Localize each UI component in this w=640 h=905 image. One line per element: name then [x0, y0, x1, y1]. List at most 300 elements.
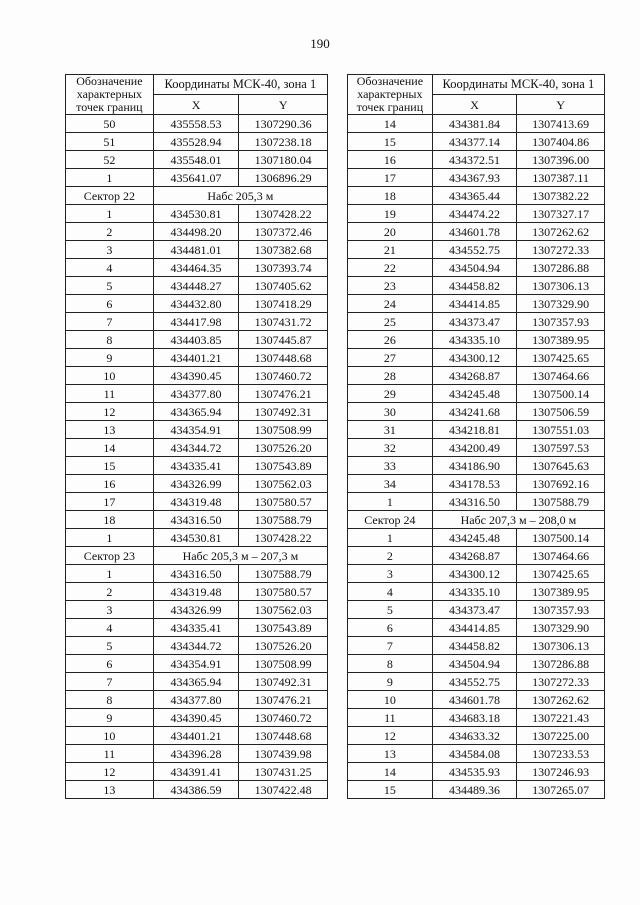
table-row: [66, 133, 328, 151]
point-id: 17: [348, 169, 433, 187]
coord-x: 434391.41: [153, 763, 239, 781]
table-row: [66, 709, 328, 727]
coord-y: 1307464.66: [517, 367, 605, 385]
column-header-label: Обозначение характерных точек границ: [66, 75, 154, 115]
coordinates-table-right: [347, 74, 605, 799]
point-id: 1: [348, 493, 433, 511]
point-id: 10: [348, 691, 433, 709]
coord-x: 434200.49: [432, 439, 517, 457]
table-row: [348, 493, 605, 511]
section-name: Сектор 24: [348, 511, 433, 529]
column-header-y: Y: [239, 95, 328, 115]
point-id: 21: [348, 241, 433, 259]
table-row: [66, 763, 328, 781]
coord-y: 1307464.66: [517, 547, 605, 565]
point-id: 1: [66, 529, 154, 547]
point-id: 18: [66, 511, 154, 529]
coord-x: 434530.81: [153, 205, 239, 223]
point-id: 24: [348, 295, 433, 313]
table-row: [348, 457, 605, 475]
coord-y: 1307306.13: [517, 637, 605, 655]
section-row: [66, 547, 328, 565]
coord-x: 434458.82: [432, 277, 517, 295]
coord-y: 1307327.17: [517, 205, 605, 223]
point-id: 13: [66, 421, 154, 439]
point-id: 5: [66, 277, 154, 295]
point-id: 25: [348, 313, 433, 331]
coord-y: 1307439.98: [239, 745, 328, 763]
point-id: 10: [66, 367, 154, 385]
point-id: 2: [66, 223, 154, 241]
coord-x: 434377.14: [432, 133, 517, 151]
coord-y: 1307500.14: [517, 385, 605, 403]
coord-x: 434390.45: [153, 709, 239, 727]
coord-x: 434178.53: [432, 475, 517, 493]
coord-y: 1307448.68: [239, 349, 328, 367]
coord-x: 434633.32: [432, 727, 517, 745]
coord-y: 1307404.86: [517, 133, 605, 151]
coord-y: 1307262.62: [517, 223, 605, 241]
coord-y: 1307413.69: [517, 115, 605, 133]
point-id: 9: [66, 709, 154, 727]
coord-x: 434335.10: [432, 583, 517, 601]
table-row: [348, 691, 605, 709]
coord-x: 434354.91: [153, 421, 239, 439]
point-id: 8: [348, 655, 433, 673]
coord-y: 1307431.72: [239, 313, 328, 331]
table-row: [66, 331, 328, 349]
table-row: [66, 385, 328, 403]
point-id: 1: [348, 529, 433, 547]
section-elevation: Набс 205,3 м: [153, 187, 327, 205]
coord-x: 434335.41: [153, 619, 239, 637]
coord-x: 434319.48: [153, 583, 239, 601]
coord-x: 434390.45: [153, 367, 239, 385]
point-id: 52: [66, 151, 154, 169]
point-id: 1: [66, 169, 154, 187]
coord-x: 434354.91: [153, 655, 239, 673]
table-row: [348, 133, 605, 151]
coord-y: 1307387.11: [517, 169, 605, 187]
point-id: 15: [348, 781, 433, 799]
point-id: 50: [66, 115, 154, 133]
coord-y: 1307562.03: [239, 475, 328, 493]
coord-y: 1307692.16: [517, 475, 605, 493]
point-id: 6: [66, 295, 154, 313]
table-row: [66, 277, 328, 295]
point-id: 34: [348, 475, 433, 493]
coord-x: 434530.81: [153, 529, 239, 547]
section-name: Сектор 23: [66, 547, 154, 565]
coord-y: 1307286.88: [517, 259, 605, 277]
coord-x: 434535.93: [432, 763, 517, 781]
point-id: 2: [66, 583, 154, 601]
coord-y: 1307425.65: [517, 565, 605, 583]
coord-x: 434601.78: [432, 223, 517, 241]
coord-x: 434365.94: [153, 403, 239, 421]
point-id: 31: [348, 421, 433, 439]
coord-x: 434335.10: [432, 331, 517, 349]
table-row: [348, 727, 605, 745]
point-id: 4: [66, 619, 154, 637]
coord-x: 434386.59: [153, 781, 239, 799]
point-id: 14: [348, 115, 433, 133]
point-id: 7: [66, 673, 154, 691]
point-id: 11: [66, 745, 154, 763]
table-row: [348, 223, 605, 241]
coord-x: 434344.72: [153, 637, 239, 655]
table-row: [66, 529, 328, 547]
point-id: 3: [348, 565, 433, 583]
table-row: [348, 241, 605, 259]
table-row: [348, 115, 605, 133]
coord-x: 434300.12: [432, 349, 517, 367]
coord-x: 434552.75: [432, 241, 517, 259]
point-id: 26: [348, 331, 433, 349]
table-row: [66, 475, 328, 493]
table-row: [348, 259, 605, 277]
coord-y: 1307588.79: [239, 565, 328, 583]
coord-x: 435528.94: [153, 133, 239, 151]
table-row: [348, 709, 605, 727]
point-id: 22: [348, 259, 433, 277]
column-header-x: X: [153, 95, 239, 115]
coord-x: 434367.93: [432, 169, 517, 187]
section-elevation: Набс 205,3 м – 207,3 м: [153, 547, 327, 565]
point-id: 11: [348, 709, 433, 727]
table-body-left: [66, 115, 328, 799]
coord-x: 434414.85: [432, 295, 517, 313]
table-row: [348, 187, 605, 205]
coord-x: 434373.47: [432, 313, 517, 331]
coord-y: 1307588.79: [517, 493, 605, 511]
table-row: [66, 457, 328, 475]
point-id: 33: [348, 457, 433, 475]
coord-x: 435558.53: [153, 115, 239, 133]
coord-y: 1307506.59: [517, 403, 605, 421]
coord-x: 435641.07: [153, 169, 239, 187]
table-row: [348, 403, 605, 421]
coord-x: 434504.94: [432, 655, 517, 673]
coord-x: 434373.47: [432, 601, 517, 619]
point-id: 16: [348, 151, 433, 169]
coord-y: 1307389.95: [517, 583, 605, 601]
table-row: [66, 205, 328, 223]
point-id: 3: [66, 601, 154, 619]
coord-y: 1307500.14: [517, 529, 605, 547]
coord-x: 434481.01: [153, 241, 239, 259]
coord-y: 1307238.18: [239, 133, 328, 151]
point-id: 12: [66, 763, 154, 781]
table-row: [66, 223, 328, 241]
coord-x: 434268.87: [432, 367, 517, 385]
point-id: 5: [348, 601, 433, 619]
coord-y: 1307476.21: [239, 385, 328, 403]
coord-y: 1307262.62: [517, 691, 605, 709]
coord-x: 434377.80: [153, 691, 239, 709]
point-id: 3: [66, 241, 154, 259]
coord-y: 1307492.31: [239, 673, 328, 691]
coord-x: 434365.44: [432, 187, 517, 205]
coord-x: 434377.80: [153, 385, 239, 403]
coord-x: 434326.99: [153, 601, 239, 619]
point-id: 15: [348, 133, 433, 151]
point-id: 5: [66, 637, 154, 655]
coord-x: 434458.82: [432, 637, 517, 655]
coord-y: 1307580.57: [239, 493, 328, 511]
table-row: [348, 601, 605, 619]
table-row: [66, 583, 328, 601]
point-id: 18: [348, 187, 433, 205]
point-id: 12: [348, 727, 433, 745]
coord-x: 434268.87: [432, 547, 517, 565]
table-row: [66, 421, 328, 439]
column-header-title: Координаты МСК-40, зона 1: [432, 75, 604, 95]
point-id: 9: [348, 673, 433, 691]
point-id: 16: [66, 475, 154, 493]
table-body-right: [348, 115, 605, 799]
coord-x: 434432.80: [153, 295, 239, 313]
table-row: [66, 781, 328, 799]
section-row: [348, 511, 605, 529]
point-id: 30: [348, 403, 433, 421]
coord-x: 434403.85: [153, 331, 239, 349]
point-id: 23: [348, 277, 433, 295]
coord-y: 1307428.22: [239, 529, 328, 547]
coord-x: 434474.22: [432, 205, 517, 223]
table-row: [348, 475, 605, 493]
point-id: 29: [348, 385, 433, 403]
coord-y: 1307389.95: [517, 331, 605, 349]
table-row: [348, 367, 605, 385]
coord-y: 1307428.22: [239, 205, 328, 223]
table-row: [348, 655, 605, 673]
table-row: [348, 277, 605, 295]
table-row: [348, 529, 605, 547]
coord-y: 1306896.29: [239, 169, 328, 187]
coord-x: 434414.85: [432, 619, 517, 637]
table-row: [348, 313, 605, 331]
table-row: [348, 295, 605, 313]
table-row: [66, 151, 328, 169]
section-elevation: Набс 207,3 м – 208,0 м: [432, 511, 604, 529]
coord-x: 434316.50: [432, 493, 517, 511]
coord-y: 1307246.93: [517, 763, 605, 781]
table-row: [66, 295, 328, 313]
point-id: 1: [66, 565, 154, 583]
coord-y: 1307431.25: [239, 763, 328, 781]
point-id: 4: [348, 583, 433, 601]
coord-y: 1307396.00: [517, 151, 605, 169]
point-id: 14: [348, 763, 433, 781]
coord-y: 1307597.53: [517, 439, 605, 457]
table-row: [348, 385, 605, 403]
coord-x: 434498.20: [153, 223, 239, 241]
coord-x: 434683.18: [432, 709, 517, 727]
point-id: 27: [348, 349, 433, 367]
coord-y: 1307357.93: [517, 313, 605, 331]
coord-x: 434401.21: [153, 727, 239, 745]
point-id: 12: [66, 403, 154, 421]
point-id: 20: [348, 223, 433, 241]
coord-y: 1307357.93: [517, 601, 605, 619]
table-row: [66, 115, 328, 133]
coord-x: 434316.50: [153, 565, 239, 583]
table-row: [66, 565, 328, 583]
table-row: [348, 169, 605, 187]
table-row: [66, 673, 328, 691]
point-id: 28: [348, 367, 433, 385]
table-row: [348, 745, 605, 763]
coord-y: 1307393.74: [239, 259, 328, 277]
coord-x: 434552.75: [432, 673, 517, 691]
coord-x: 434326.99: [153, 475, 239, 493]
coord-y: 1307448.68: [239, 727, 328, 745]
coord-y: 1307286.88: [517, 655, 605, 673]
table-row: [348, 673, 605, 691]
coord-x: 434218.81: [432, 421, 517, 439]
coord-x: 434300.12: [432, 565, 517, 583]
table-row: [348, 619, 605, 637]
table-row: [348, 421, 605, 439]
table-row: [66, 727, 328, 745]
point-id: 13: [348, 745, 433, 763]
table-row: [66, 637, 328, 655]
coord-x: 434335.41: [153, 457, 239, 475]
page-number: 190: [310, 36, 330, 51]
table-row: [66, 619, 328, 637]
coord-y: 1307382.68: [239, 241, 328, 259]
section-row: [66, 187, 328, 205]
table-row: [66, 403, 328, 421]
table-row: [348, 547, 605, 565]
point-id: 9: [66, 349, 154, 367]
coord-y: 1307476.21: [239, 691, 328, 709]
table-row: [348, 349, 605, 367]
table-row: [348, 763, 605, 781]
coord-y: 1307382.22: [517, 187, 605, 205]
coord-y: 1307265.07: [517, 781, 605, 799]
coord-x: 434319.48: [153, 493, 239, 511]
point-id: 14: [66, 439, 154, 457]
coord-y: 1307221.43: [517, 709, 605, 727]
coord-y: 1307225.00: [517, 727, 605, 745]
point-id: 15: [66, 457, 154, 475]
table-row: [66, 691, 328, 709]
column-header-title: Координаты МСК-40, зона 1: [153, 75, 327, 95]
coord-y: 1307425.65: [517, 349, 605, 367]
coord-y: 1307272.33: [517, 241, 605, 259]
table-row: [66, 439, 328, 457]
coord-x: 434245.48: [432, 529, 517, 547]
coord-x: 434316.50: [153, 511, 239, 529]
point-id: 6: [66, 655, 154, 673]
table-row: [348, 781, 605, 799]
coord-y: 1307543.89: [239, 457, 328, 475]
point-id: 51: [66, 133, 154, 151]
coord-x: 434489.36: [432, 781, 517, 799]
coord-y: 1307645.63: [517, 457, 605, 475]
column-header-x: X: [432, 95, 517, 115]
coord-y: 1307372.46: [239, 223, 328, 241]
point-id: 8: [66, 331, 154, 349]
coord-x: 434396.28: [153, 745, 239, 763]
coord-y: 1307543.89: [239, 619, 328, 637]
point-id: 11: [66, 385, 154, 403]
coord-y: 1307526.20: [239, 439, 328, 457]
coord-y: 1307508.99: [239, 421, 328, 439]
coord-x: 434372.51: [432, 151, 517, 169]
coord-x: 434448.27: [153, 277, 239, 295]
table-row: [66, 349, 328, 367]
point-id: 8: [66, 691, 154, 709]
point-id: 17: [66, 493, 154, 511]
coord-y: 1307329.90: [517, 295, 605, 313]
coord-y: 1307290.36: [239, 115, 328, 133]
coord-x: 434584.08: [432, 745, 517, 763]
coord-x: 434504.94: [432, 259, 517, 277]
coord-x: 434417.98: [153, 313, 239, 331]
coord-x: 434401.21: [153, 349, 239, 367]
column-header-y: Y: [517, 95, 605, 115]
column-header-label: Обозначение характерных точек границ: [348, 75, 433, 115]
coord-x: 435548.01: [153, 151, 239, 169]
coord-x: 434241.68: [432, 403, 517, 421]
table-row: [66, 241, 328, 259]
table-row: [66, 259, 328, 277]
table-row: [348, 331, 605, 349]
table-row: [66, 655, 328, 673]
coord-y: 1307460.72: [239, 709, 328, 727]
point-id: 6: [348, 619, 433, 637]
coord-y: 1307272.33: [517, 673, 605, 691]
coord-x: 434344.72: [153, 439, 239, 457]
coord-y: 1307306.13: [517, 277, 605, 295]
point-id: 7: [348, 637, 433, 655]
coord-y: 1307580.57: [239, 583, 328, 601]
coord-y: 1307422.48: [239, 781, 328, 799]
table-row: [348, 565, 605, 583]
coord-y: 1307588.79: [239, 511, 328, 529]
table-row: [348, 205, 605, 223]
coord-y: 1307492.31: [239, 403, 328, 421]
point-id: 10: [66, 727, 154, 745]
coord-y: 1307562.03: [239, 601, 328, 619]
coord-x: 434245.48: [432, 385, 517, 403]
point-id: 4: [66, 259, 154, 277]
coord-y: 1307508.99: [239, 655, 328, 673]
table-row: [66, 745, 328, 763]
coordinates-table-left: [65, 74, 328, 799]
coord-y: 1307180.04: [239, 151, 328, 169]
table-row: [66, 313, 328, 331]
coord-y: 1307445.87: [239, 331, 328, 349]
section-name: Сектор 22: [66, 187, 154, 205]
point-id: 1: [66, 205, 154, 223]
coord-y: 1307526.20: [239, 637, 328, 655]
table-row: [66, 601, 328, 619]
table-row: [348, 583, 605, 601]
coord-x: 434186.90: [432, 457, 517, 475]
point-id: 13: [66, 781, 154, 799]
table-row: [66, 511, 328, 529]
point-id: 2: [348, 547, 433, 565]
point-id: 19: [348, 205, 433, 223]
coord-y: 1307418.29: [239, 295, 328, 313]
table-row: [348, 637, 605, 655]
table-row: [66, 493, 328, 511]
coord-x: 434601.78: [432, 691, 517, 709]
